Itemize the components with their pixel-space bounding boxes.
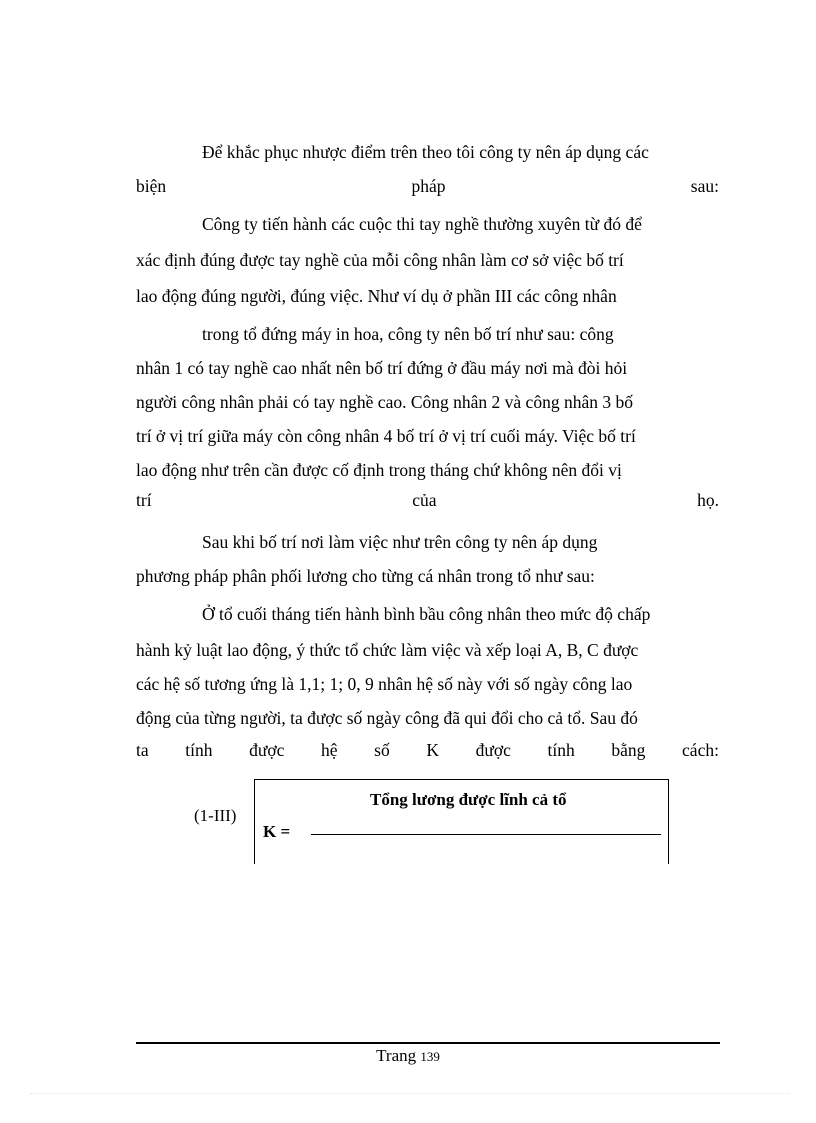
word: trí <box>136 490 152 510</box>
text-line: động của từng người, ta được số ngày công đã qui đổi cho cả tổ. Sau đó <box>136 708 638 728</box>
word: được <box>249 740 285 760</box>
text-line-justified <box>136 490 719 510</box>
word: K <box>426 740 439 760</box>
text-line: Để khắc phục nhược điểm trên theo tôi công ty nên áp dụng các <box>202 142 649 162</box>
word: tính <box>185 740 213 760</box>
word: bằng <box>611 740 646 760</box>
text-line: lao động đúng người, đúng việc. Như ví dụ ở phần III các công nhân <box>136 286 617 306</box>
formula-label: (1-III) <box>194 806 237 825</box>
word: pháp <box>411 176 446 196</box>
page-footer <box>0 1046 816 1066</box>
text-line: lao động như trên cần được cố định trong tháng chứ không nên đổi vị <box>136 460 622 480</box>
word: được <box>475 740 511 760</box>
footer-word: Trang <box>376 1046 417 1065</box>
word: số <box>374 740 390 760</box>
text-line-justified <box>136 176 719 196</box>
text-line: hành kỷ luật lao động, ý thức tổ chức làm việc và xếp loại A, B, C được <box>136 640 639 660</box>
word: họ. <box>697 490 719 510</box>
footer-rule <box>136 1042 720 1044</box>
formula-k: K = <box>263 822 291 841</box>
text-line-justified <box>136 740 719 760</box>
word: hệ <box>321 740 338 760</box>
page-number: 139 <box>420 1049 440 1064</box>
page-edge-divider <box>30 1093 790 1094</box>
word: cách: <box>682 740 719 760</box>
text-line: nhân 1 có tay nghề cao nhất nên bố trí đứng ở đầu máy nơi mà đòi hỏi <box>136 358 628 378</box>
word: tính <box>547 740 575 760</box>
word: sau: <box>690 176 719 196</box>
text-line: xác định đúng được tay nghề của mỗi công nhân làm cơ sở việc bố trí <box>136 250 624 270</box>
word: ta <box>136 740 149 760</box>
text-line: trong tổ đứng máy in hoa, công ty nên bố trí như sau: công <box>202 324 614 344</box>
text-line: người công nhân phải có tay nghề cao. Công nhân 2 và công nhân 3 bố <box>136 392 633 412</box>
text-line: trí ở vị trí giữa máy còn công nhân 4 bố trí ở vị trí cuối máy. Việc bố trí <box>136 426 636 446</box>
word: của <box>412 490 437 510</box>
text-line: Ở tổ cuối tháng tiến hành bình bầu công nhân theo mức độ chấp <box>202 604 651 624</box>
text-line: các hệ số tương ứng là 1,1; 1; 0, 9 nhân hệ số này với số ngày công lao <box>136 674 633 694</box>
text-line: Công ty tiến hành các cuộc thi tay nghề thường xuyên từ đó để <box>202 214 642 234</box>
text-line: phương pháp phân phối lương cho từng cá nhân trong tổ như sau: <box>136 566 595 586</box>
fraction-bar <box>311 834 661 835</box>
formula-numerator: Tổng lương được lĩnh cả tổ <box>370 790 567 809</box>
text-line: Sau khi bố trí nơi làm việc như trên công ty nên áp dụng <box>202 532 598 552</box>
word: biện <box>136 176 167 196</box>
